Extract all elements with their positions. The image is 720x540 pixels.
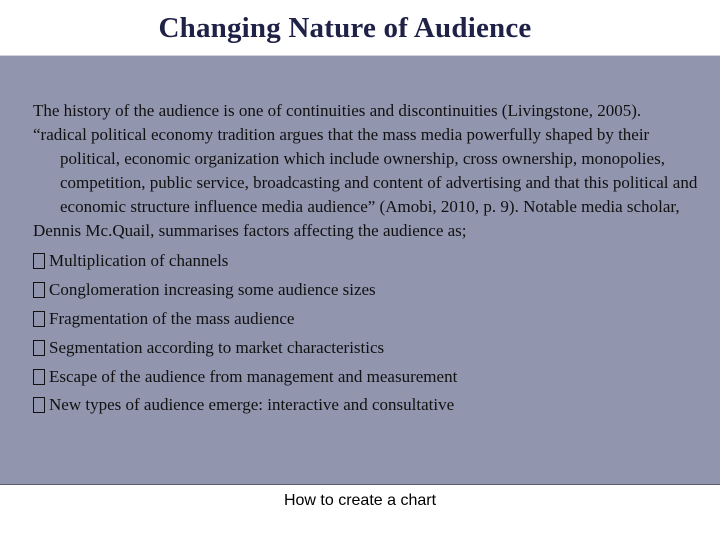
list-item-text: Multiplication of channels — [49, 251, 229, 271]
paragraph-history: The history of the audience is one of continuities and discontinuities (Livingstone, 2005). — [33, 101, 642, 120]
list-item — [33, 305, 705, 334]
list-item-text: Conglomeration increasing some audience sizes — [49, 280, 376, 300]
list-item — [33, 247, 705, 276]
missing-glyph-box-icon — [33, 282, 45, 298]
list-item — [33, 333, 705, 362]
list-item-text: New types of audience emerge: interactive and consultative — [49, 395, 455, 415]
slide-title: Changing Nature of Audience — [158, 12, 532, 44]
missing-glyph-box-icon — [33, 253, 45, 269]
list-item — [33, 276, 705, 305]
missing-glyph-box-icon — [33, 397, 45, 413]
paragraph-political-economy: “radical political economy tradition argues that the mass media powerfully shaped by their political, economic organization which include ownership, cross ownership, monopolies, competition, public service, broadcasting and content of advertising and that this political and economic structure influence media audience” (Amobi, 2010, p. 9). Notable media scholar, — [33, 125, 698, 216]
missing-glyph-box-icon — [33, 311, 45, 327]
list-item-text: Fragmentation of the mass audience — [49, 308, 295, 328]
list-item-text: Escape of the audience from management and measurement — [49, 366, 458, 386]
list-item-text: Segmentation according to market characteristics — [49, 337, 385, 357]
factor-list — [33, 247, 705, 420]
list-item — [33, 391, 705, 420]
list-item — [33, 362, 705, 391]
missing-glyph-box-icon — [33, 340, 45, 356]
slide-body — [33, 99, 705, 420]
content-panel — [0, 55, 720, 485]
paragraph-mcquail-intro: Dennis Mc.Quail, summarises factors affecting the audience as; — [33, 221, 467, 240]
missing-glyph-box-icon — [33, 369, 45, 385]
footer-caption: How to create a chart — [283, 492, 437, 509]
